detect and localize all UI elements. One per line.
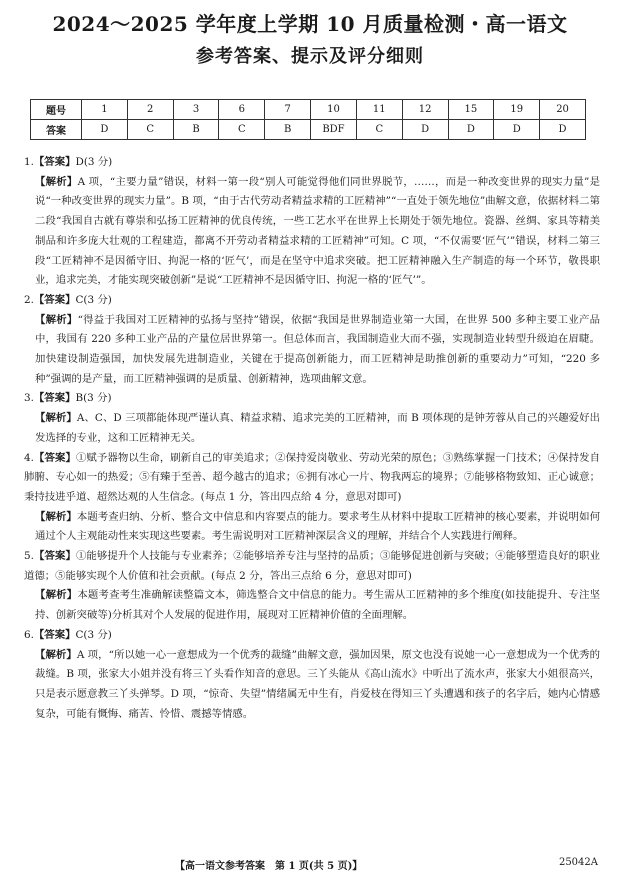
question-number-cell: 19 [494,100,540,120]
analysis-text: A 项，“主要力量”错误，材料一第一段“别人可能觉得他们同世界脱节，……，而是一种改变世界的现实力量”是说“一种改变世界的现实力量”。B 项，“由于古代劳动者精益求精的工匠精神”“一直处于领先地位”曲解文意，依据材料二第二段“我国自古就有尊崇和弘扬工匠精神的优良传统，一些工艺水平在世界上长期处于领先地位。瓷器、丝绸、家具等精美制品和许多庞大壮观的工程建造，都离不开劳动者精益求精的工匠精神”可知。C 项，“不仅需要‘匠气’”错误，材料二第三段“工匠精神不是因循守旧、拘泥一格的‘匠气’，而是在坚守中追求突破。把工匠精神融入生产制造的每一个环节，敬畏职业，追求完美，才能实现突破创新”是说“工匠精神不是因循守旧、拘泥一格的‘匠气’”。 [35,175,600,287]
question-number-cell: 20 [540,100,586,120]
q3-answer [24,389,600,409]
answer-text: C(3 分) [75,293,112,306]
answer-text: D(3 分) [75,156,113,168]
question-number-cell: 3 [173,100,219,120]
analysis-tag: 【解析】 [35,589,78,602]
answer-text: B(3 分) [75,392,112,405]
question-number-cell: 10 [311,100,357,120]
answer-text: C(3 分) [75,628,112,641]
question-number: 2. [24,293,34,306]
row-label-answer: 答案 [31,120,82,140]
q4-analysis [24,508,600,547]
analysis-tag: 【解析】 [35,648,77,661]
q6-analysis [24,646,600,725]
question-number-row [31,100,586,120]
footer-document-code: 25042A [558,857,598,868]
analysis-tag: 【解析】 [35,175,78,188]
answer-cell: D [402,120,448,140]
answer-tag: 【答案】 [33,628,76,641]
footer-page-info: 【高一语文参考答案 第 1 页(共 5 页)】 [175,861,363,872]
answer-cell: B [265,120,311,140]
question-number-cell: 7 [265,100,311,120]
answer-cell: D [448,120,494,140]
question-number-cell: 12 [402,100,448,120]
document-subtitle: 参考答案、提示及评分细则 [196,46,424,67]
answer-cell: D [540,120,586,140]
analysis-tag: 【解析】 [35,313,78,326]
q2-analysis [24,311,600,390]
answer-row [31,120,586,140]
question-number: 4. [24,451,34,464]
answer-tag: 【答案】 [33,156,76,168]
answer-tag: 【答案】 [33,550,76,563]
q5-analysis [24,586,600,625]
row-label-number: 题号 [31,100,82,120]
analysis-text: 本题考查归纳、分析、整合文中信息和内容要点的能力。要求考生从材料中提取工匠精神的核心要素，并说明如何通过个人主观能动性来实现这些要素。考生需说明对工匠精神深层含义的理解，并结合个人实践进行阐释。 [35,510,600,543]
question-number: 1. [24,156,34,168]
answer-cell: C [127,120,173,140]
answer-table [30,99,586,140]
q1-answer [24,153,600,173]
question-number: 6. [24,628,34,641]
q6-answer [24,626,600,646]
analysis-tag: 【解析】 [35,510,77,523]
analysis-text: A 项，“所以她一心一意想成为一个优秀的裁缝”曲解文意，强加因果，原文也没有说她一心一意想成为一个优秀的裁缝。B 项，张家大小姐并没有将三丫头看作知音的意思。三丫头能从《高山流水》中听出了流水声，张家大小姐很高兴，只是表示愿意教三丫头弹琴。D 项，“惊奇、失望”情绪属无中生有，肖爱枝在得知三丫头遭遇和孩子的名字后，她内心情感复杂，可能有慨悔、痛苦、怜惜、震撼等情感。 [35,648,600,720]
q2-answer [24,291,600,311]
answer-cell: D [494,120,540,140]
answer-explanations [24,153,600,724]
q4-answer [24,449,600,508]
answer-tag: 【答案】 [33,293,76,306]
analysis-text: “得益于我国对工匠精神的弘扬与坚持”错误，依据“我国是世界制造业第一大国，在世界 500 多种主要工业产品中，我国有 220 多种工业产品的产量位居世界第一。但总体而言，我国制造业大而不强，实现制造业转型升级迫在眉睫。加快建设制造强国，加快发展先进制造业，关键在于提高创新能力，而工匠精神是助推创新的重要动力”可知，“220 多种”强调的是产量，而工匠精神强调的是质量、创新精神，选项曲解文意。 [35,313,601,385]
answer-cell: B [173,120,219,140]
question-number-cell: 11 [356,100,402,120]
answer-text: ①能够提升个人技能与专业素养；②能够培养专注与坚持的品质；③能够促进创新与突破；④能够塑造良好的职业道德；⑤能够实现个人价值和社会贡献。(每点 2 分，答出三点给 6 分，意思对即可) [24,550,601,582]
q3-analysis [24,409,600,448]
answer-cell: BDF [311,120,357,140]
analysis-tag: 【解析】 [35,412,77,425]
analysis-text: 本题考查考生准确解读整篇文本，筛选整合文中信息的能力。考生需从工匠精神的多个维度(如技能提升、专注坚持、创新突破等)分析其对个人发展的促进作用，展现对工匠精神价值的全面理解。 [35,589,600,622]
answer-cell: D [82,120,128,140]
answer-tag: 【答案】 [33,451,76,464]
q5-answer [24,547,600,586]
question-number-cell: 6 [219,100,265,120]
answer-tag: 【答案】 [33,392,76,405]
answer-cell: C [356,120,402,140]
question-number: 3. [24,392,34,405]
analysis-text: A、C、D 三项都能体现严谨认真、精益求精、追求完美的工匠精神，而 B 项体现的是钟芳蓉从自己的兴趣爱好出发选择的专业，这和工匠精神无关。 [35,412,601,444]
question-number-cell: 2 [127,100,173,120]
answer-cell: C [219,120,265,140]
q1-analysis [24,173,600,291]
question-number-cell: 15 [448,100,494,120]
question-number-cell: 1 [82,100,128,120]
answer-text: ①赋予器物以生命，刷新自己的审美追求；②保持爱岗敬业、劳动光荣的原色；③熟练掌握一门技术；④保持发自肺腑、专心如一的热爱；⑤有臻于至善、超今越古的追求；⑥拥有冰心一片、物我两忘的境界；⑦能够格物致知、正心诚意；秉持技进乎道、超然达观的人生信念。(每点 1 分，答出四点给 4 分，意思对即可) [24,451,601,503]
question-number: 5. [24,550,34,563]
document-title: 2024～2025 学年度上学期 10 月质量检测・高一语文 [52,12,568,36]
